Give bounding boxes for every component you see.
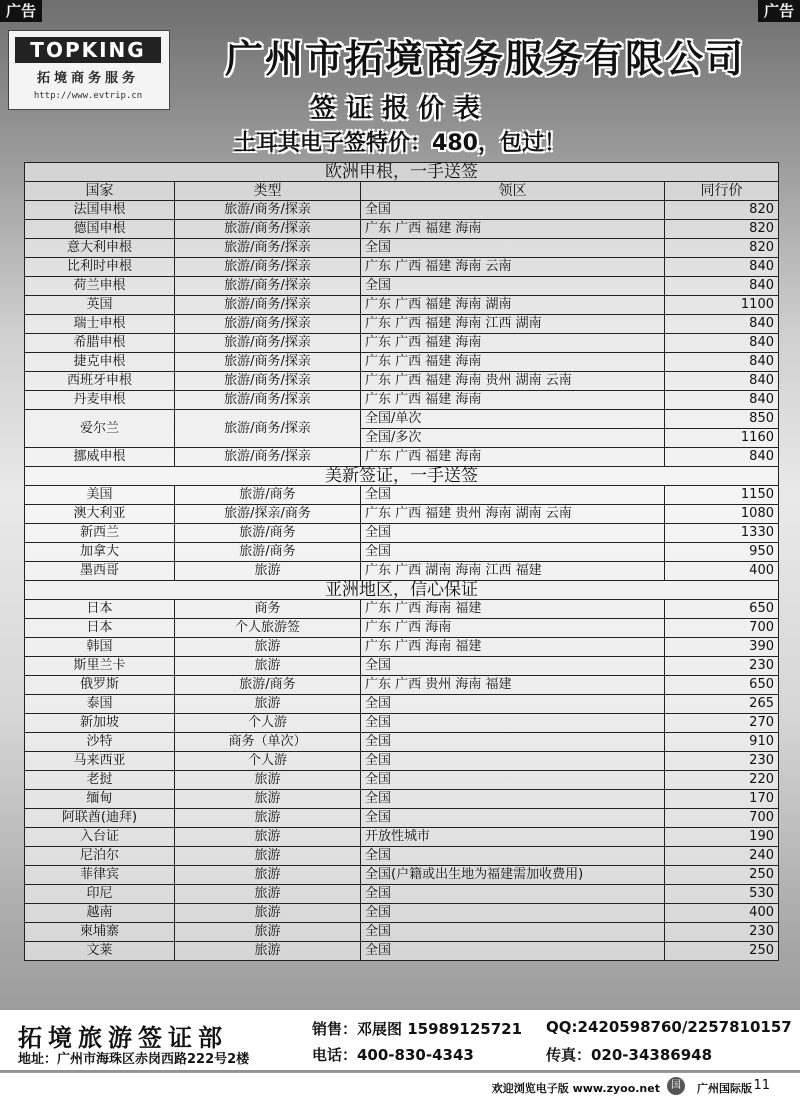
bottom-bar xyxy=(0,1072,800,1109)
table-row xyxy=(25,258,779,277)
price-cell: 250 xyxy=(665,942,779,961)
logo-url[interactable]: http://www.evtrip.cn xyxy=(33,91,143,101)
column-header: 国家 xyxy=(25,182,175,201)
table-row xyxy=(25,600,779,619)
type-cell: 旅游 xyxy=(175,942,361,961)
price-cell: 400 xyxy=(665,904,779,923)
country-cell: 柬埔寨 xyxy=(25,923,175,942)
region-cell: 广东 广西 福建 海南 xyxy=(361,448,665,467)
country-cell: 泰国 xyxy=(25,695,175,714)
logo-wordmark: TOPKING xyxy=(15,37,161,63)
country-cell: 德国申根 xyxy=(25,220,175,239)
region-cell: 全国 xyxy=(361,942,665,961)
type-cell: 旅游 xyxy=(175,847,361,866)
price-cell: 820 xyxy=(665,201,779,220)
edition-name: 广州国际版 xyxy=(697,1082,752,1095)
region-cell: 全国 xyxy=(361,239,665,258)
type-cell: 旅游 xyxy=(175,771,361,790)
country-cell: 越南 xyxy=(25,904,175,923)
type-cell: 个人游 xyxy=(175,714,361,733)
price-cell: 840 xyxy=(665,448,779,467)
logo-subtitle: 拓境商务服务 xyxy=(36,71,139,86)
country-cell: 入台证 xyxy=(25,828,175,847)
price-cell: 1080 xyxy=(665,505,779,524)
table-row xyxy=(25,410,779,429)
column-header: 同行价 xyxy=(665,182,779,201)
region-cell: 全国 xyxy=(361,524,665,543)
region-cell: 广东 广西 福建 海南 xyxy=(361,353,665,372)
price-cell: 230 xyxy=(665,752,779,771)
price-cell: 820 xyxy=(665,220,779,239)
type-cell: 旅游/商务/探亲 xyxy=(175,391,361,410)
region-cell: 全国/多次 xyxy=(361,429,665,448)
table-row xyxy=(25,847,779,866)
price-cell: 850 xyxy=(665,410,779,429)
table-row xyxy=(25,372,779,391)
type-cell: 旅游/商务/探亲 xyxy=(175,334,361,353)
price-cell: 190 xyxy=(665,828,779,847)
country-cell: 爱尔兰 xyxy=(25,410,175,448)
page-number: 11 xyxy=(753,1078,770,1093)
price-cell: 240 xyxy=(665,847,779,866)
table-row xyxy=(25,676,779,695)
country-cell: 法国申根 xyxy=(25,201,175,220)
price-cell: 250 xyxy=(665,866,779,885)
price-cell: 390 xyxy=(665,638,779,657)
table-row xyxy=(25,752,779,771)
price-cell: 910 xyxy=(665,733,779,752)
welcome-text[interactable]: 欢迎浏览电子版 www.zyoo.net xyxy=(491,1082,660,1095)
country-cell: 瑞士申根 xyxy=(25,315,175,334)
country-cell: 印尼 xyxy=(25,885,175,904)
table-row xyxy=(25,448,779,467)
fax-contact: 传真：020-34386948 xyxy=(546,1046,713,1064)
section-header xyxy=(25,581,779,600)
price-cell: 270 xyxy=(665,714,779,733)
country-cell: 澳大利亚 xyxy=(25,505,175,524)
price-table xyxy=(24,162,779,961)
ad-label-right: 广告 xyxy=(758,0,800,22)
price-cell: 840 xyxy=(665,353,779,372)
type-cell: 旅游/商务/探亲 xyxy=(175,220,361,239)
price-cell: 230 xyxy=(665,923,779,942)
table-row xyxy=(25,334,779,353)
country-cell: 荷兰申根 xyxy=(25,277,175,296)
region-cell: 全国 xyxy=(361,657,665,676)
type-cell: 旅游/商务/探亲 xyxy=(175,410,361,448)
type-cell: 旅游/探亲/商务 xyxy=(175,505,361,524)
table-row xyxy=(25,220,779,239)
region-cell: 全国 xyxy=(361,277,665,296)
price-cell: 400 xyxy=(665,562,779,581)
price-cell: 700 xyxy=(665,619,779,638)
company-name: 广州市拓境商务服务有限公司 xyxy=(224,37,745,81)
table-row xyxy=(25,657,779,676)
type-cell: 旅游/商务/探亲 xyxy=(175,448,361,467)
region-cell: 广东 广西 福建 海南 江西 湖南 xyxy=(361,315,665,334)
country-cell: 加拿大 xyxy=(25,543,175,562)
region-cell: 全国 xyxy=(361,752,665,771)
type-cell: 旅游 xyxy=(175,562,361,581)
price-cell: 650 xyxy=(665,676,779,695)
country-cell: 沙特 xyxy=(25,733,175,752)
agency-address: 地址：广州市海珠区赤岗西路222号2楼 xyxy=(18,1052,250,1067)
region-cell: 全国(户籍或出生地为福建需加收费用) xyxy=(361,866,665,885)
table-row xyxy=(25,543,779,562)
table-row xyxy=(25,505,779,524)
country-cell: 日本 xyxy=(25,600,175,619)
price-cell: 1160 xyxy=(665,429,779,448)
section-title: 美新签证，一手送签 xyxy=(25,467,779,486)
price-cell: 840 xyxy=(665,391,779,410)
price-cell: 820 xyxy=(665,239,779,258)
type-cell: 旅游/商务/探亲 xyxy=(175,353,361,372)
phone-contact: 电话：400-830-4343 xyxy=(312,1046,474,1064)
region-cell: 广东 广西 福建 海南 云南 xyxy=(361,258,665,277)
type-cell: 旅游 xyxy=(175,904,361,923)
table-row xyxy=(25,486,779,505)
type-cell: 旅游/商务/探亲 xyxy=(175,296,361,315)
price-cell: 265 xyxy=(665,695,779,714)
price-cell: 840 xyxy=(665,372,779,391)
agency-name: 拓境旅游签证部 xyxy=(18,1023,228,1052)
sales-contact: 销售：邓展图 15989125721 xyxy=(312,1020,523,1038)
region-cell: 全国 xyxy=(361,543,665,562)
price-cell: 840 xyxy=(665,258,779,277)
region-cell: 开放性城市 xyxy=(361,828,665,847)
region-cell: 全国 xyxy=(361,733,665,752)
table-row xyxy=(25,638,779,657)
table-row xyxy=(25,942,779,961)
price-cell: 230 xyxy=(665,657,779,676)
country-cell: 老挝 xyxy=(25,771,175,790)
type-cell: 旅游/商务 xyxy=(175,676,361,695)
table-row xyxy=(25,771,779,790)
region-cell: 全国 xyxy=(361,923,665,942)
country-cell: 墨西哥 xyxy=(25,562,175,581)
country-cell: 挪威申根 xyxy=(25,448,175,467)
country-cell: 意大利申根 xyxy=(25,239,175,258)
region-cell: 广东 广西 福建 贵州 海南 湖南 云南 xyxy=(361,505,665,524)
price-cell: 950 xyxy=(665,543,779,562)
region-cell: 广东 广西 海南 福建 xyxy=(361,600,665,619)
country-cell: 俄罗斯 xyxy=(25,676,175,695)
region-cell: 全国 xyxy=(361,847,665,866)
type-cell: 旅游 xyxy=(175,866,361,885)
country-cell: 新加坡 xyxy=(25,714,175,733)
table-row xyxy=(25,619,779,638)
qq-contact: QQ:2420598760/2257810157 xyxy=(546,1018,792,1036)
country-cell: 日本 xyxy=(25,619,175,638)
table-row xyxy=(25,828,779,847)
region-cell: 广东 广西 湖南 海南 江西 福建 xyxy=(361,562,665,581)
price-cell: 530 xyxy=(665,885,779,904)
region-cell: 全国 xyxy=(361,809,665,828)
table-row xyxy=(25,296,779,315)
table-row xyxy=(25,562,779,581)
region-cell: 广东 广西 海南 福建 xyxy=(361,638,665,657)
type-cell: 旅游/商务 xyxy=(175,543,361,562)
table-row xyxy=(25,923,779,942)
price-cell: 840 xyxy=(665,334,779,353)
country-cell: 缅甸 xyxy=(25,790,175,809)
type-cell: 旅游 xyxy=(175,828,361,847)
footer xyxy=(0,1010,800,1070)
table-row xyxy=(25,353,779,372)
country-cell: 尼泊尔 xyxy=(25,847,175,866)
country-cell: 英国 xyxy=(25,296,175,315)
price-cell: 1330 xyxy=(665,524,779,543)
table-row xyxy=(25,885,779,904)
table-row xyxy=(25,524,779,543)
type-cell: 旅游/商务/探亲 xyxy=(175,258,361,277)
table-row xyxy=(25,733,779,752)
country-cell: 美国 xyxy=(25,486,175,505)
type-cell: 商务 xyxy=(175,600,361,619)
column-header: 领区 xyxy=(361,182,665,201)
type-cell: 旅游/商务/探亲 xyxy=(175,315,361,334)
price-cell: 220 xyxy=(665,771,779,790)
country-cell: 丹麦申根 xyxy=(25,391,175,410)
price-cell: 840 xyxy=(665,315,779,334)
country-cell: 马来西亚 xyxy=(25,752,175,771)
table-row xyxy=(25,239,779,258)
column-header: 类型 xyxy=(175,182,361,201)
region-cell: 全国 xyxy=(361,695,665,714)
country-cell: 斯里兰卡 xyxy=(25,657,175,676)
table-row xyxy=(25,714,779,733)
type-cell: 个人游 xyxy=(175,752,361,771)
type-cell: 旅游 xyxy=(175,657,361,676)
country-cell: 新西兰 xyxy=(25,524,175,543)
country-cell: 希腊申根 xyxy=(25,334,175,353)
country-cell: 韩国 xyxy=(25,638,175,657)
region-cell: 全国 xyxy=(361,714,665,733)
price-cell: 170 xyxy=(665,790,779,809)
table-row xyxy=(25,277,779,296)
country-cell: 阿联酋(迪拜) xyxy=(25,809,175,828)
price-cell: 1150 xyxy=(665,486,779,505)
type-cell: 旅游 xyxy=(175,790,361,809)
page-title: 签证报价表 xyxy=(309,94,490,124)
country-cell: 菲律宾 xyxy=(25,866,175,885)
region-cell: 全国 xyxy=(361,904,665,923)
section-header xyxy=(25,467,779,486)
region-cell: 全国 xyxy=(361,771,665,790)
price-cell: 840 xyxy=(665,277,779,296)
table-row xyxy=(25,790,779,809)
country-cell: 文莱 xyxy=(25,942,175,961)
type-cell: 旅游/商务/探亲 xyxy=(175,372,361,391)
table-row xyxy=(25,315,779,334)
country-cell: 西班牙申根 xyxy=(25,372,175,391)
price-cell: 700 xyxy=(665,809,779,828)
type-cell: 旅游 xyxy=(175,638,361,657)
country-cell: 比利时申根 xyxy=(25,258,175,277)
region-cell: 全国 xyxy=(361,201,665,220)
type-cell: 旅游/商务/探亲 xyxy=(175,277,361,296)
table-row xyxy=(25,391,779,410)
region-cell: 全国 xyxy=(361,486,665,505)
region-cell: 广东 广西 福建 海南 xyxy=(361,391,665,410)
ad-label-left: 广告 xyxy=(0,0,42,22)
promo-banner: 土耳其电子签特价：480，包过！ xyxy=(234,131,566,156)
table-row xyxy=(25,809,779,828)
table-row xyxy=(25,904,779,923)
type-cell: 旅游/商务/探亲 xyxy=(175,239,361,258)
table-row xyxy=(25,201,779,220)
region-cell: 广东 广西 福建 海南 xyxy=(361,334,665,353)
type-cell: 个人旅游签 xyxy=(175,619,361,638)
region-cell: 广东 广西 福建 海南 贵州 湖南 云南 xyxy=(361,372,665,391)
region-cell: 全国/单次 xyxy=(361,410,665,429)
section-title: 亚洲地区，信心保证 xyxy=(25,581,779,600)
section-title: 欧洲申根，一手送签 xyxy=(25,163,779,182)
type-cell: 旅游/商务/探亲 xyxy=(175,201,361,220)
region-cell: 广东 广西 福建 海南 xyxy=(361,220,665,239)
section-header xyxy=(25,163,779,182)
type-cell: 旅游 xyxy=(175,923,361,942)
edition-badge-icon: 国际 xyxy=(667,1077,685,1095)
type-cell: 旅游 xyxy=(175,695,361,714)
region-cell: 广东 广西 贵州 海南 福建 xyxy=(361,676,665,695)
type-cell: 旅游 xyxy=(175,885,361,904)
price-cell: 650 xyxy=(665,600,779,619)
price-cell: 1100 xyxy=(665,296,779,315)
region-cell: 广东 广西 福建 海南 湖南 xyxy=(361,296,665,315)
country-cell: 捷克申根 xyxy=(25,353,175,372)
column-header-row xyxy=(25,182,779,201)
type-cell: 旅游/商务 xyxy=(175,486,361,505)
region-cell: 广东 广西 海南 xyxy=(361,619,665,638)
table-row xyxy=(25,695,779,714)
region-cell: 全国 xyxy=(361,790,665,809)
region-cell: 全国 xyxy=(361,885,665,904)
type-cell: 旅游 xyxy=(175,809,361,828)
table-row xyxy=(25,866,779,885)
type-cell: 商务（单次） xyxy=(175,733,361,752)
type-cell: 旅游/商务 xyxy=(175,524,361,543)
